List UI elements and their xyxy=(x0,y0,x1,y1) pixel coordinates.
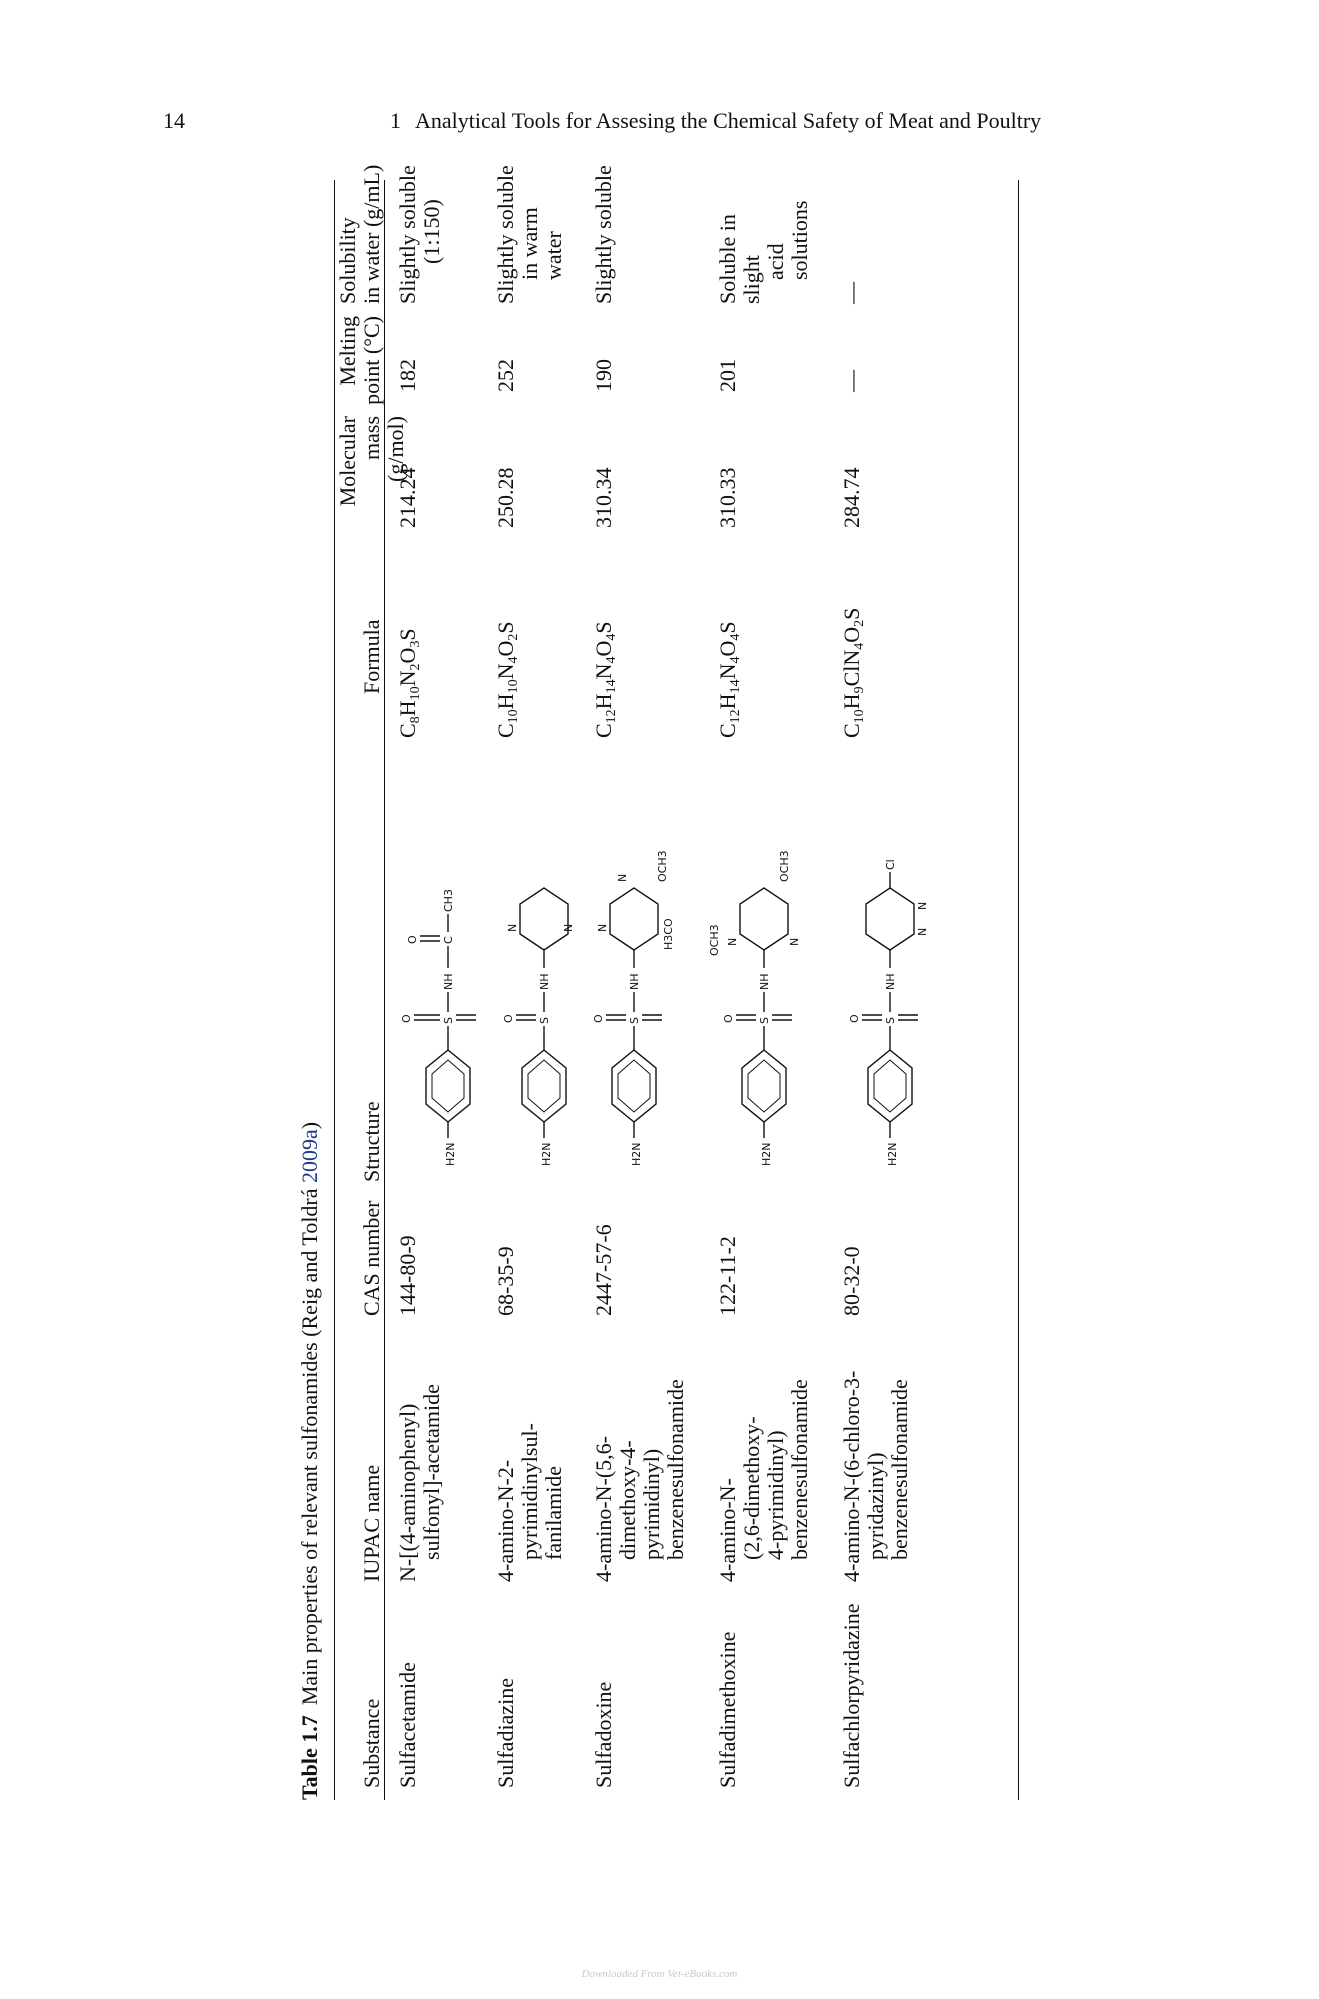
solubility-line: Slightly soluble xyxy=(395,165,420,304)
nitrogen-label: N xyxy=(616,873,629,882)
formula-sub: 12 xyxy=(604,709,619,724)
solubility-line: Slightly soluble xyxy=(591,165,616,304)
nitrogen-label: N xyxy=(726,937,739,946)
header-melting-point xyxy=(336,316,384,412)
structure-cell xyxy=(818,742,928,1182)
header-mol-line1: Molecular xyxy=(335,416,360,507)
cas-cell: 122-11-2 xyxy=(715,1236,740,1316)
sulfachlorpyridazine-structure xyxy=(818,742,928,1182)
header-melt-line2: point (°C) xyxy=(359,316,384,405)
iupac-line: sulfonyl]-acetamide xyxy=(419,1384,444,1560)
formula-sub: 9 xyxy=(852,686,867,694)
sulfacetamide-structure xyxy=(386,742,482,1182)
iupac-line: benzenesulfonamide xyxy=(787,1379,812,1560)
nitrogen-label: N xyxy=(788,937,801,946)
formula-part: N xyxy=(395,670,420,687)
solubility-line: acid solutions xyxy=(763,200,812,280)
formula-sub: 2 xyxy=(408,663,423,671)
iupac-line: benzenesulfonamide xyxy=(663,1379,688,1560)
cas-cell: 144-80-9 xyxy=(395,1235,420,1316)
solubility-line: — xyxy=(839,282,864,304)
nh-label: NH xyxy=(758,973,771,990)
nh-label: NH xyxy=(884,973,897,990)
formula-part: S xyxy=(395,628,420,641)
methoxy-label: OCH3 xyxy=(656,850,669,882)
structure-cell xyxy=(698,742,801,1182)
table-caption-text: Main properties of relevant sulfonamides (Reig and Toldrá xyxy=(297,1182,322,1706)
substance-cell: Sulfadoxine xyxy=(591,1681,616,1788)
table-caption xyxy=(298,1122,334,1800)
solubility-cell xyxy=(592,164,616,304)
iupac-cell xyxy=(396,1342,444,1582)
header-mol-line2: mass (g/mol) xyxy=(359,416,408,482)
iupac-line: N-[(4-aminophenyl) xyxy=(395,1403,420,1582)
sulfur-label: S xyxy=(628,1017,641,1024)
chapter-number: 1 xyxy=(390,108,401,133)
formula-part: C xyxy=(839,723,864,738)
formula-sub: 4 xyxy=(604,633,619,641)
iupac-cell xyxy=(494,1342,566,1582)
formula-sub: 10 xyxy=(408,686,423,701)
solubility-cell xyxy=(494,164,566,304)
molecular-mass-cell: 250.28 xyxy=(493,467,518,528)
molecular-mass-cell: 310.33 xyxy=(715,467,740,528)
nitrogen-label: N xyxy=(916,927,929,936)
substance-cell: Sulfadimethoxine xyxy=(715,1631,740,1788)
formula-part: H xyxy=(395,700,420,717)
formula-part: H xyxy=(591,693,616,710)
formula-cell xyxy=(395,526,423,738)
chapter-title: Analytical Tools for Assesing the Chemical Safety of Meat and Poultry xyxy=(415,108,1042,133)
header-substance: Substance xyxy=(359,1698,384,1788)
melting-point-cell: — xyxy=(839,370,864,392)
formula-sub: 10 xyxy=(506,709,521,724)
header-structure: Structure xyxy=(359,1101,384,1182)
nitrogen-label: N xyxy=(562,923,575,932)
formula-part: H xyxy=(493,693,518,710)
sulfonamides-table xyxy=(297,164,1038,1800)
sulfur-label: S xyxy=(884,1017,897,1024)
formula-sub: 10 xyxy=(506,679,521,694)
molecular-mass-cell: 284.74 xyxy=(839,467,864,528)
methoxy-label: H3CO xyxy=(662,918,675,950)
formula-sub: 14 xyxy=(728,679,743,694)
formula-part: N xyxy=(715,663,740,680)
formula-sub: 2 xyxy=(506,633,521,641)
sulfadoxine-structure xyxy=(574,742,674,1182)
iupac-line: dimethoxy-4- xyxy=(615,1440,640,1560)
iupac-line: (2,6-dimethoxy- xyxy=(739,1416,764,1560)
formula-sub: 4 xyxy=(728,656,743,664)
sulfur-label: S xyxy=(442,1017,455,1024)
iupac-line: 4-amino-N-(5,6- xyxy=(591,1435,616,1582)
melting-point-cell: 201 xyxy=(715,359,740,392)
citation-link[interactable]: 2009a xyxy=(297,1129,322,1183)
structure-cell xyxy=(472,742,575,1182)
formula-part: S xyxy=(493,621,518,634)
formula-part: H xyxy=(839,693,864,710)
iupac-line: 4-amino-N- xyxy=(715,1478,740,1582)
formula-part: O xyxy=(395,647,420,664)
melting-point-cell: 190 xyxy=(591,359,616,392)
formula-part: O xyxy=(493,640,518,657)
amine-label: H2N xyxy=(630,1142,643,1166)
header-melt-line1: Melting xyxy=(335,316,360,386)
formula-sub: 4 xyxy=(604,656,619,664)
methyl-label: CH3 xyxy=(442,889,455,912)
amine-label: H2N xyxy=(444,1142,457,1166)
caption-close: ) xyxy=(297,1121,322,1130)
oxygen-label: O xyxy=(722,1014,735,1023)
formula-sub: 14 xyxy=(604,679,619,694)
formula-sub: 12 xyxy=(728,709,743,724)
formula-sub: 2 xyxy=(852,619,867,627)
iupac-line: 4-pyrimidinyl) xyxy=(763,1430,788,1560)
formula-cell xyxy=(715,526,743,738)
solubility-line: Soluble in slight xyxy=(715,214,764,304)
molecular-mass-cell: 310.34 xyxy=(591,467,616,528)
solubility-cell xyxy=(716,164,812,304)
nitrogen-label: N xyxy=(916,901,929,910)
header-solubility xyxy=(336,164,384,304)
sulfadiazine-structure xyxy=(472,742,575,1182)
cas-cell: 2447-57-6 xyxy=(591,1224,616,1316)
substance-cell: Sulfachlorpyridazine xyxy=(839,1603,864,1788)
oxygen-label: O xyxy=(848,1014,861,1023)
solubility-cell xyxy=(840,164,864,304)
oxygen-label: O xyxy=(406,935,419,944)
nitrogen-label: N xyxy=(596,923,609,932)
iupac-line: pyrimidinylsul- xyxy=(517,1423,542,1560)
running-head xyxy=(390,108,1041,134)
formula-part: C xyxy=(493,723,518,738)
formula-part: N xyxy=(591,663,616,680)
iupac-cell xyxy=(592,1342,688,1582)
formula-sub: 4 xyxy=(852,642,867,650)
methoxy-label: OCH3 xyxy=(708,924,721,956)
substance-cell: Sulfacetamide xyxy=(395,1662,420,1788)
formula-part: S xyxy=(591,621,616,634)
chlorine-label: Cl xyxy=(884,859,897,870)
cas-cell: 68-35-9 xyxy=(493,1246,518,1316)
solubility-cell xyxy=(396,164,444,304)
table-label: Table 1.7 xyxy=(297,1715,322,1800)
methoxy-label: OCH3 xyxy=(778,850,791,882)
header-sol-line1: Solubility xyxy=(335,217,360,304)
structure-cell xyxy=(386,742,482,1182)
page-number: 14 xyxy=(163,108,185,133)
formula-cell xyxy=(493,526,521,738)
carbon-label: C xyxy=(442,936,455,944)
header-formula: Formula xyxy=(359,619,384,694)
formula-part: N xyxy=(493,663,518,680)
nh-label: NH xyxy=(538,973,551,990)
header-iupac: IUPAC name xyxy=(359,1464,384,1582)
oxygen-label: O xyxy=(400,1014,413,1023)
formula-part: S xyxy=(839,607,864,620)
amine-label: H2N xyxy=(886,1142,899,1166)
oxygen-label: O xyxy=(592,1014,605,1023)
molecular-mass-cell: 214.24 xyxy=(395,467,420,528)
watermark-footer: Downloaded From Vet-eBooks.com xyxy=(581,1968,738,1980)
iupac-line: benzenesulfonamide xyxy=(887,1379,912,1560)
formula-sub: 4 xyxy=(506,656,521,664)
formula-part: ClN xyxy=(839,649,864,687)
formula-part: C xyxy=(395,723,420,738)
formula-part: C xyxy=(715,723,740,738)
solubility-line: (1:150) xyxy=(419,199,444,264)
amine-label: H2N xyxy=(760,1142,773,1166)
nh-label: NH xyxy=(628,973,641,990)
melting-point-cell: 182 xyxy=(395,359,420,392)
header-rule xyxy=(384,180,385,1800)
sulfadimethoxine-structure xyxy=(698,742,801,1182)
formula-cell xyxy=(591,526,619,738)
iupac-cell xyxy=(840,1342,912,1582)
iupac-line: pyridazinyl) xyxy=(863,1452,888,1560)
sulfur-label: S xyxy=(538,1017,551,1024)
nh-label: NH xyxy=(442,973,455,990)
nitrogen-label: N xyxy=(506,923,519,932)
cas-cell: 80-32-0 xyxy=(839,1246,864,1316)
sulfur-label: S xyxy=(758,1017,771,1024)
substance-cell: Sulfadiazine xyxy=(493,1678,518,1788)
iupac-line: fanilamide xyxy=(541,1465,566,1560)
solubility-line: Slightly soluble xyxy=(493,165,518,304)
header-cas: CAS number xyxy=(359,1200,384,1316)
formula-sub: 10 xyxy=(852,709,867,724)
bottom-rule xyxy=(1018,180,1019,1800)
solubility-line: in warm water xyxy=(517,207,566,280)
formula-sub: 4 xyxy=(728,633,743,641)
formula-part: H xyxy=(715,693,740,710)
formula-part: O xyxy=(591,640,616,657)
formula-sub: 3 xyxy=(408,640,423,648)
formula-sub: 8 xyxy=(408,716,423,724)
formula-part: C xyxy=(591,723,616,738)
formula-cell xyxy=(839,526,867,738)
amine-label: H2N xyxy=(540,1142,553,1166)
iupac-line: 4-amino-N-(6-chloro-3- xyxy=(839,1370,864,1582)
header-sol-line2: in water (g/mL) xyxy=(359,164,384,304)
formula-part: O xyxy=(715,640,740,657)
structure-cell xyxy=(574,742,674,1182)
formula-part: S xyxy=(715,621,740,634)
melting-point-cell: 252 xyxy=(493,359,518,392)
iupac-line: 4-amino-N-2- xyxy=(493,1459,518,1582)
formula-part: O xyxy=(839,626,864,643)
oxygen-label: O xyxy=(502,1014,515,1023)
iupac-line: pyrimidinyl) xyxy=(639,1448,664,1560)
iupac-cell xyxy=(716,1342,812,1582)
